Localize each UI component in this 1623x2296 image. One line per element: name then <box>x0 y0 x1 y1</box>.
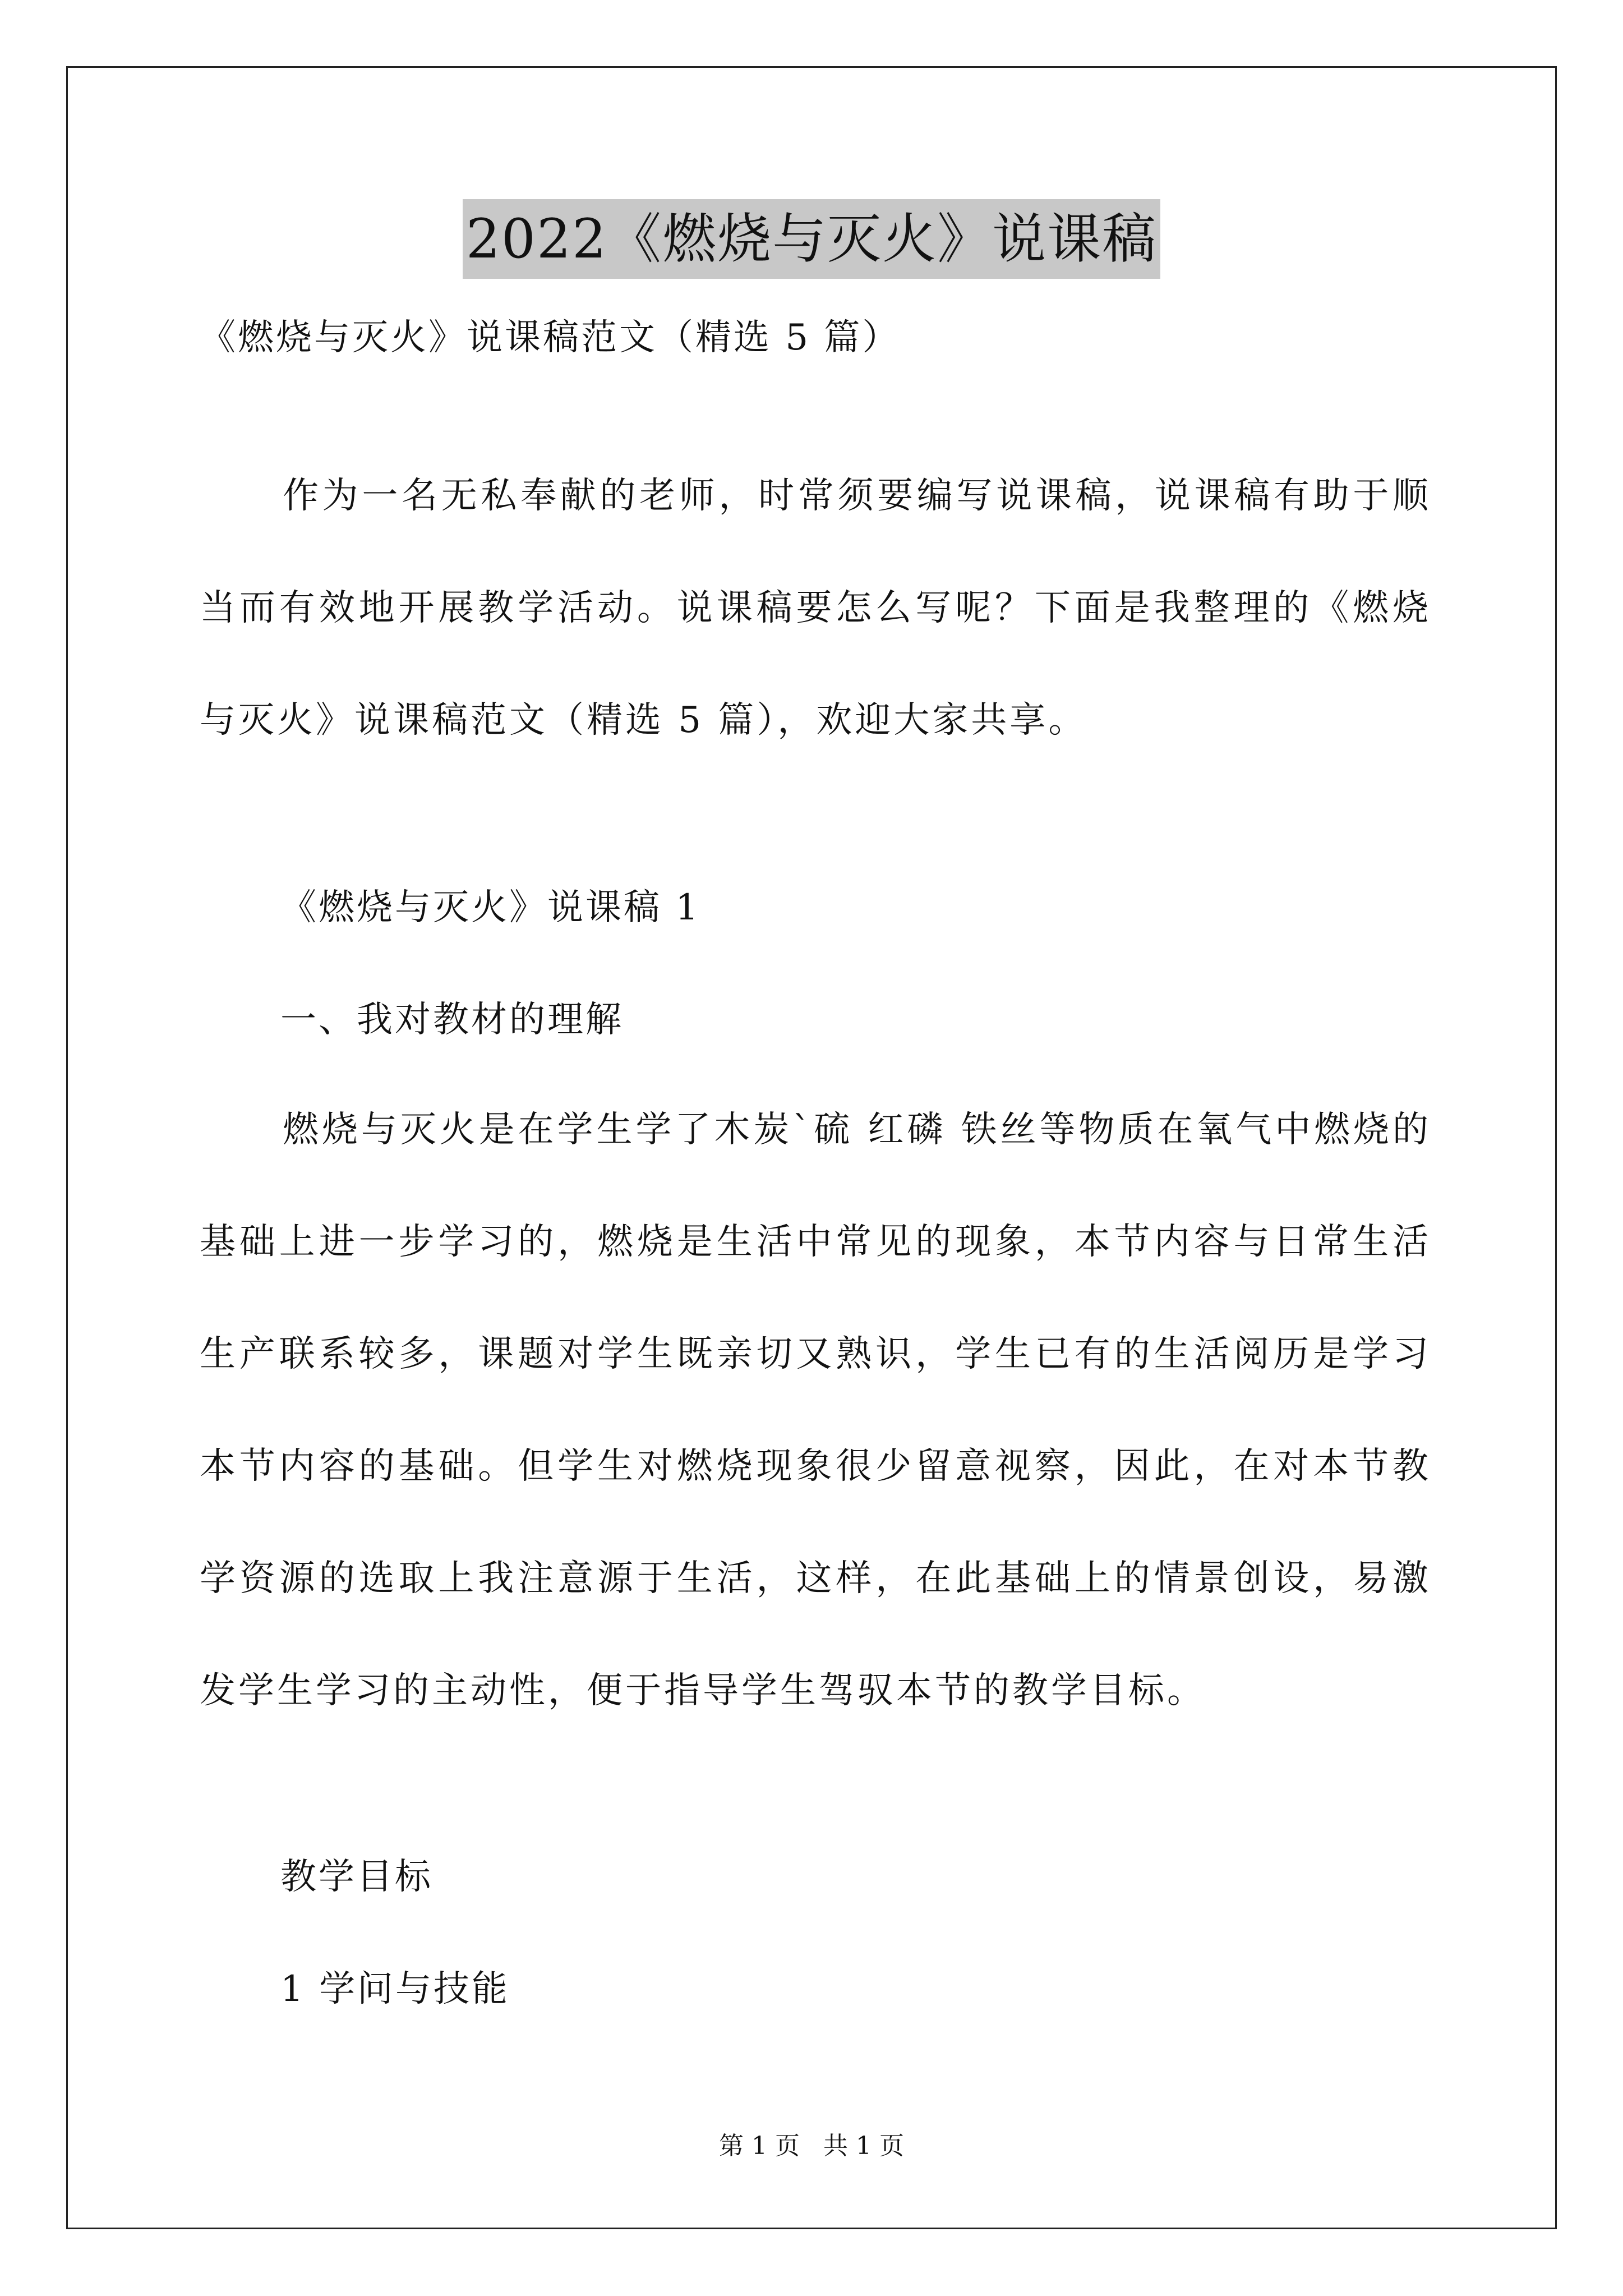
intro-paragraph: 作为一名无私奉献的老师，时常须要编写说课稿，说课稿有助于顺当而有效地开展教学活动。说课稿要怎么写呢？下面是我整理的《燃烧与灭火》说课稿范文（精选 5 篇），欢迎大家共享。 <box>200 475 1431 741</box>
document-title: 2022《燃烧与灭火》说课稿 <box>463 199 1160 279</box>
body-paragraph: 燃烧与灭火是在学生学了木炭`硫 红磷 铁丝等物质在氧气中燃烧的基础上进一步学习的，燃烧是生活中常见的现象，本节内容与日常生活生产联系较多，课题对学生既亲切又熟识，学生已有的生活阅历是学习本节内容的基础。但学生对燃烧现象很少留意视察，因此，在对本节教学资源的选取上我注意源于生活，这样，在此基础上的情景创设，易激发学生学习的主动性，便于指导学生驾驭本节的教学目标。 <box>200 1109 1431 1711</box>
title-container <box>0 199 1623 279</box>
page-footer <box>0 2129 1623 2163</box>
page-number-total: 共 1 页 <box>823 2132 904 2160</box>
goal-item-1: 1 学问与技能 <box>280 1968 510 2010</box>
goals-heading: 教学目标 <box>280 1856 433 1898</box>
document-subtitle: 《燃烧与灭火》说课稿范文（精选 5 篇） <box>200 317 901 358</box>
part-heading: 一、我对教材的理解 <box>280 999 624 1041</box>
page-number-current: 第 1 页 <box>719 2132 800 2160</box>
section-heading: 《燃烧与灭火》说课稿 1 <box>280 887 701 928</box>
